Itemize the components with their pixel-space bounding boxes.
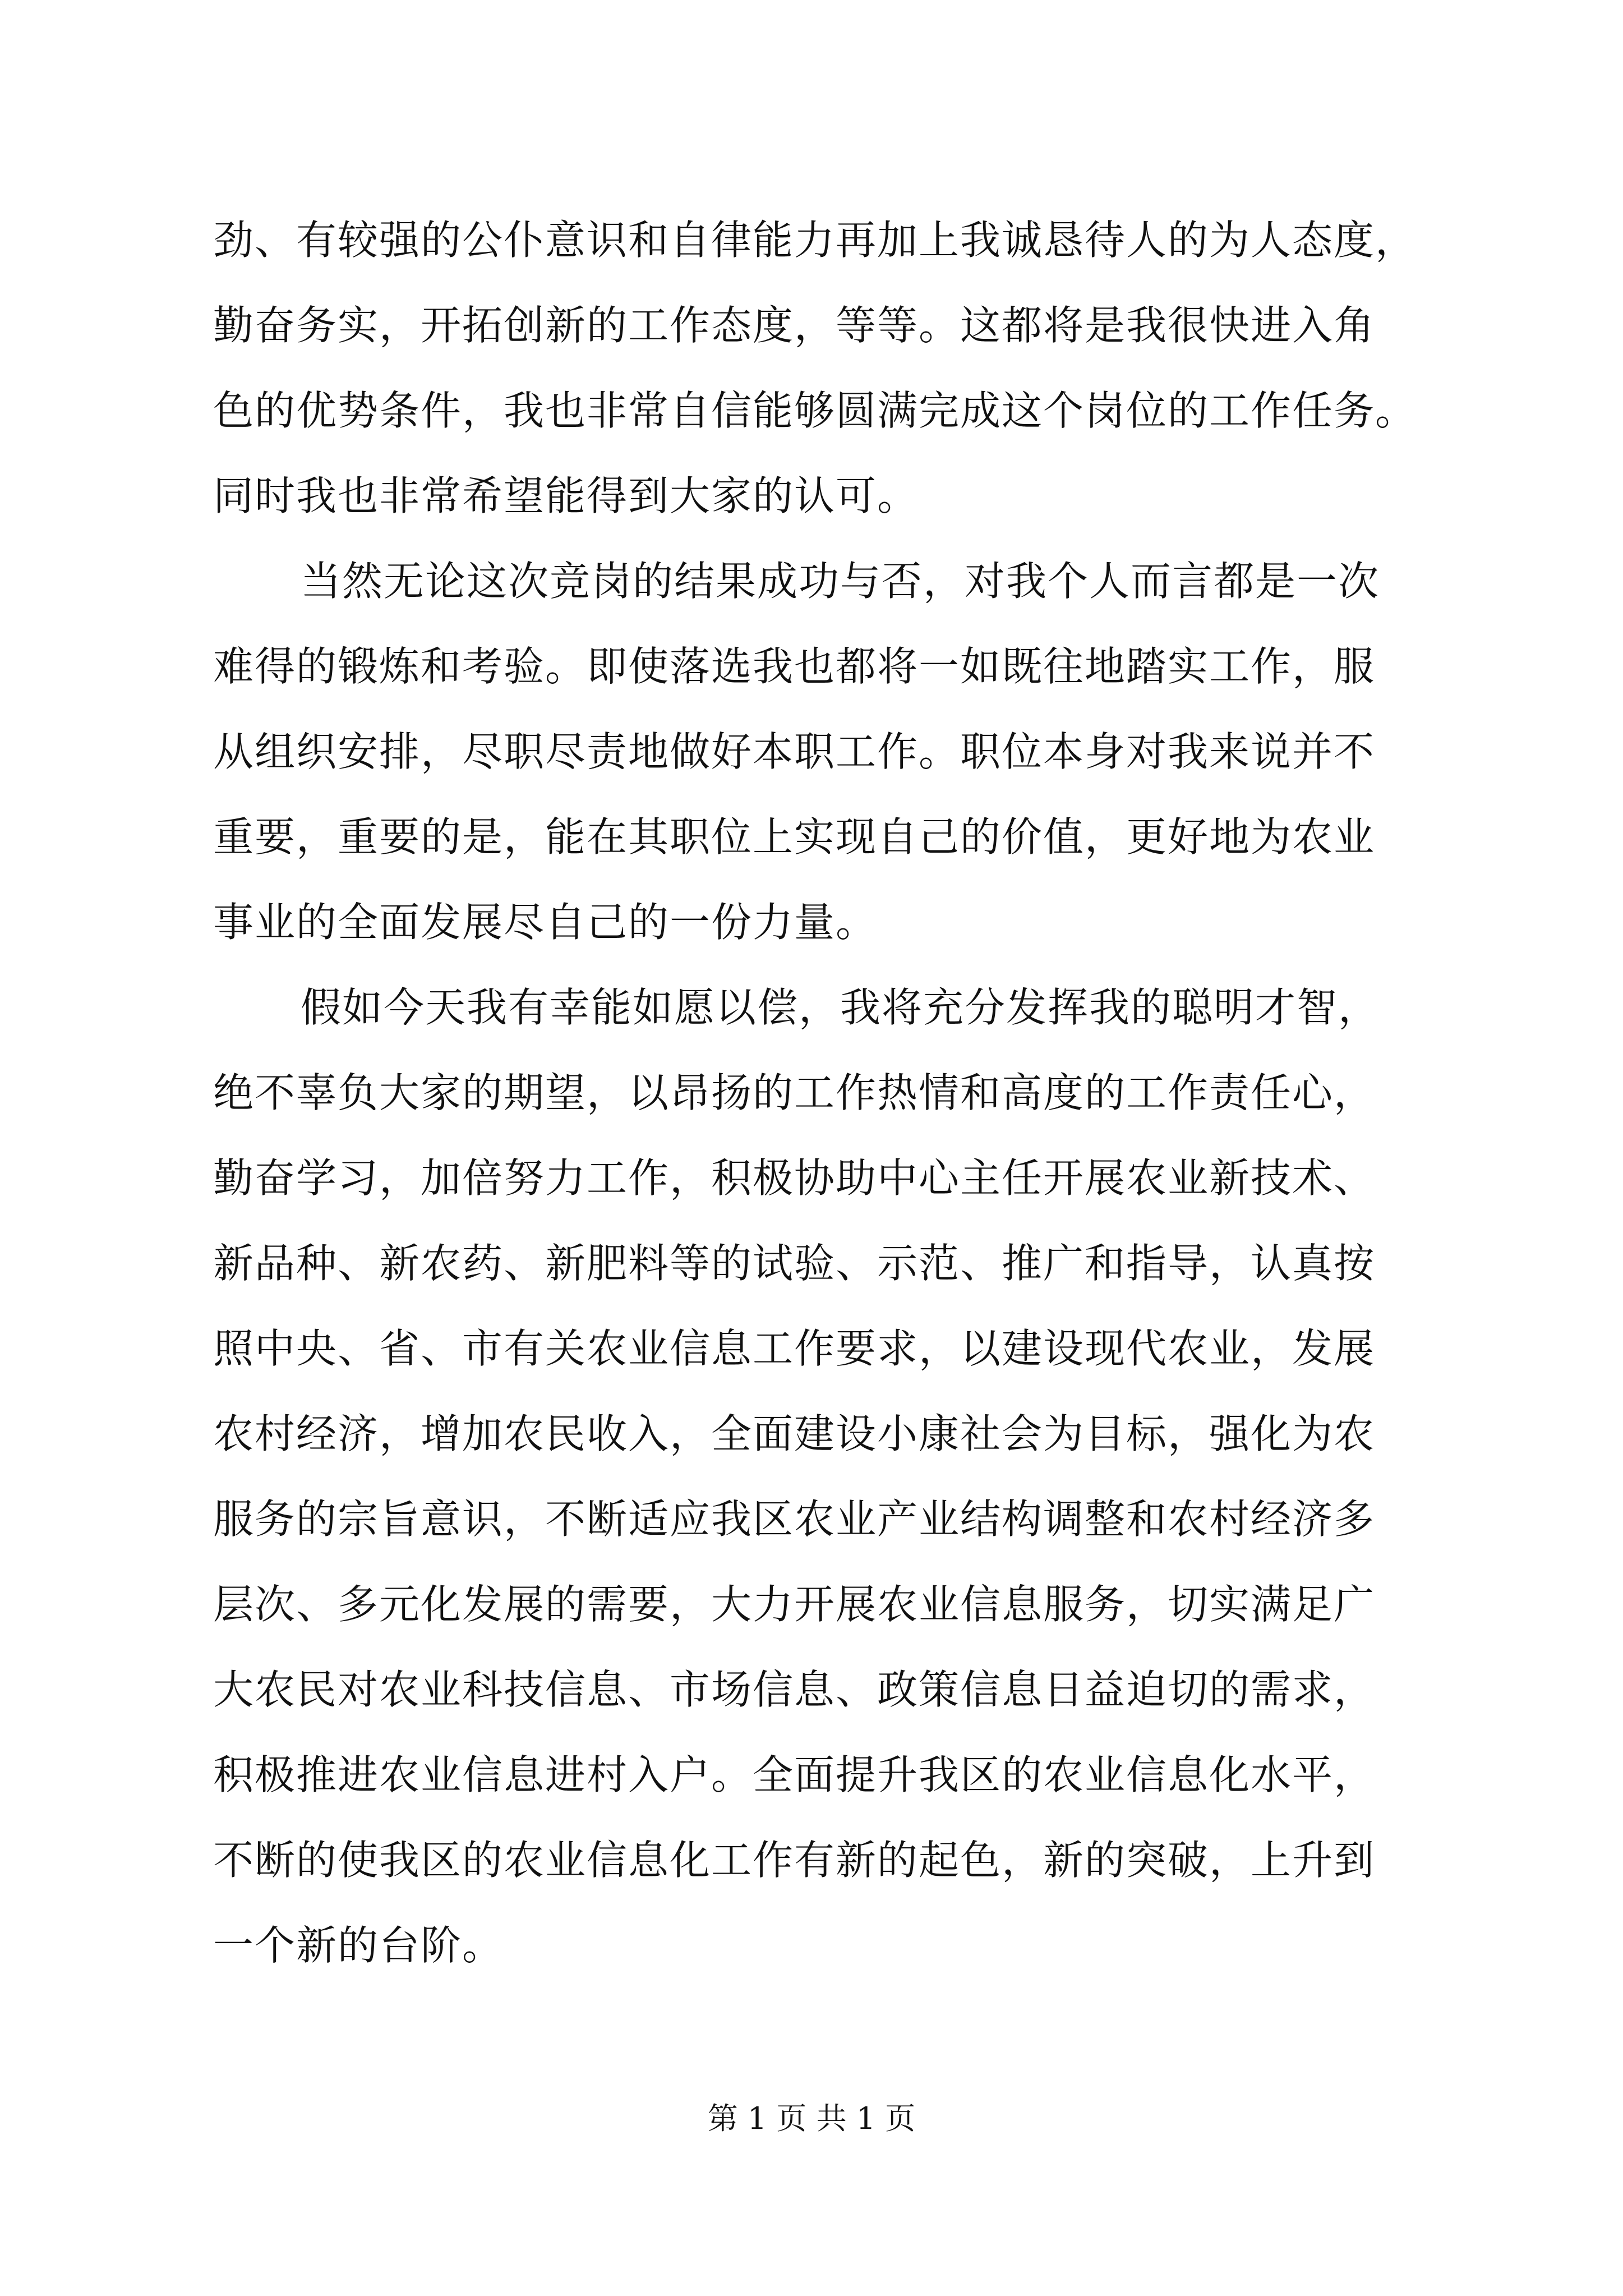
- text-line: 服务的宗旨意识，不断适应我区农业产业结构调整和农村经济多: [213, 1496, 1376, 1543]
- body-text: [213, 197, 1424, 1988]
- text-line: 一个新的台阶。: [213, 1922, 504, 1969]
- text-line: 重要，重要的是，能在其职位上实现自己的价值，更好地为农业: [213, 813, 1376, 861]
- text-line: 新品种、新农药、新肥料等的试验、示范、推广和指导，认真按: [213, 1240, 1376, 1287]
- text-line: 色的优势条件，我也非常自信能够圆满完成这个岗位的工作任务。: [213, 387, 1417, 434]
- text-line: 事业的全面发展尽自己的一份力量。: [213, 899, 878, 946]
- text-line: 勤奋务实，开拓创新的工作态度，等等。这都将是我很快进入角: [213, 302, 1376, 349]
- text-line: 层次、多元化发展的需要，大力开展农业信息服务，切实满足广: [213, 1581, 1376, 1628]
- text-line: 照中央、省、市有关农业信息工作要求，以建设现代农业，发展: [213, 1325, 1376, 1372]
- paragraph-start-line: 当然无论这次竞岗的结果成功与否，对我个人而言都是一次: [301, 558, 1380, 605]
- text-line: 从组织安排，尽职尽责地做好本职工作。职位本身对我来说并不: [213, 728, 1376, 775]
- text-line: 难得的锻炼和考验。即使落选我也都将一如既往地踏实工作，服: [213, 643, 1376, 690]
- text-line: 同时我也非常希望能得到大家的认可。: [213, 472, 919, 519]
- text-line: 农村经济，增加农民收入，全面建设小康社会为目标，强化为农: [213, 1410, 1376, 1457]
- page-footer: 第 1 页 共 1 页: [707, 2101, 916, 2136]
- text-line: 积极推进农业信息进村入户。全面提升我区的农业信息化水平，: [213, 1751, 1376, 1798]
- paragraph-start-line: 假如今天我有幸能如愿以偿，我将充分发挥我的聪明才智，: [301, 984, 1380, 1031]
- text-line: 绝不辜负大家的期望，以昂扬的工作热情和高度的工作责任心，: [213, 1069, 1376, 1116]
- text-line: 劲、有较强的公仆意识和自律能力再加上我诚恳待人的为人态度，: [213, 217, 1417, 264]
- text-line: 勤奋学习，加倍努力工作，积极协助中心主任开展农业新技术、: [213, 1154, 1376, 1202]
- text-line: 不断的使我区的农业信息化工作有新的起色，新的突破，上升到: [213, 1837, 1376, 1884]
- text-line: 大农民对农业科技信息、市场信息、政策信息日益迫切的需求，: [213, 1666, 1376, 1713]
